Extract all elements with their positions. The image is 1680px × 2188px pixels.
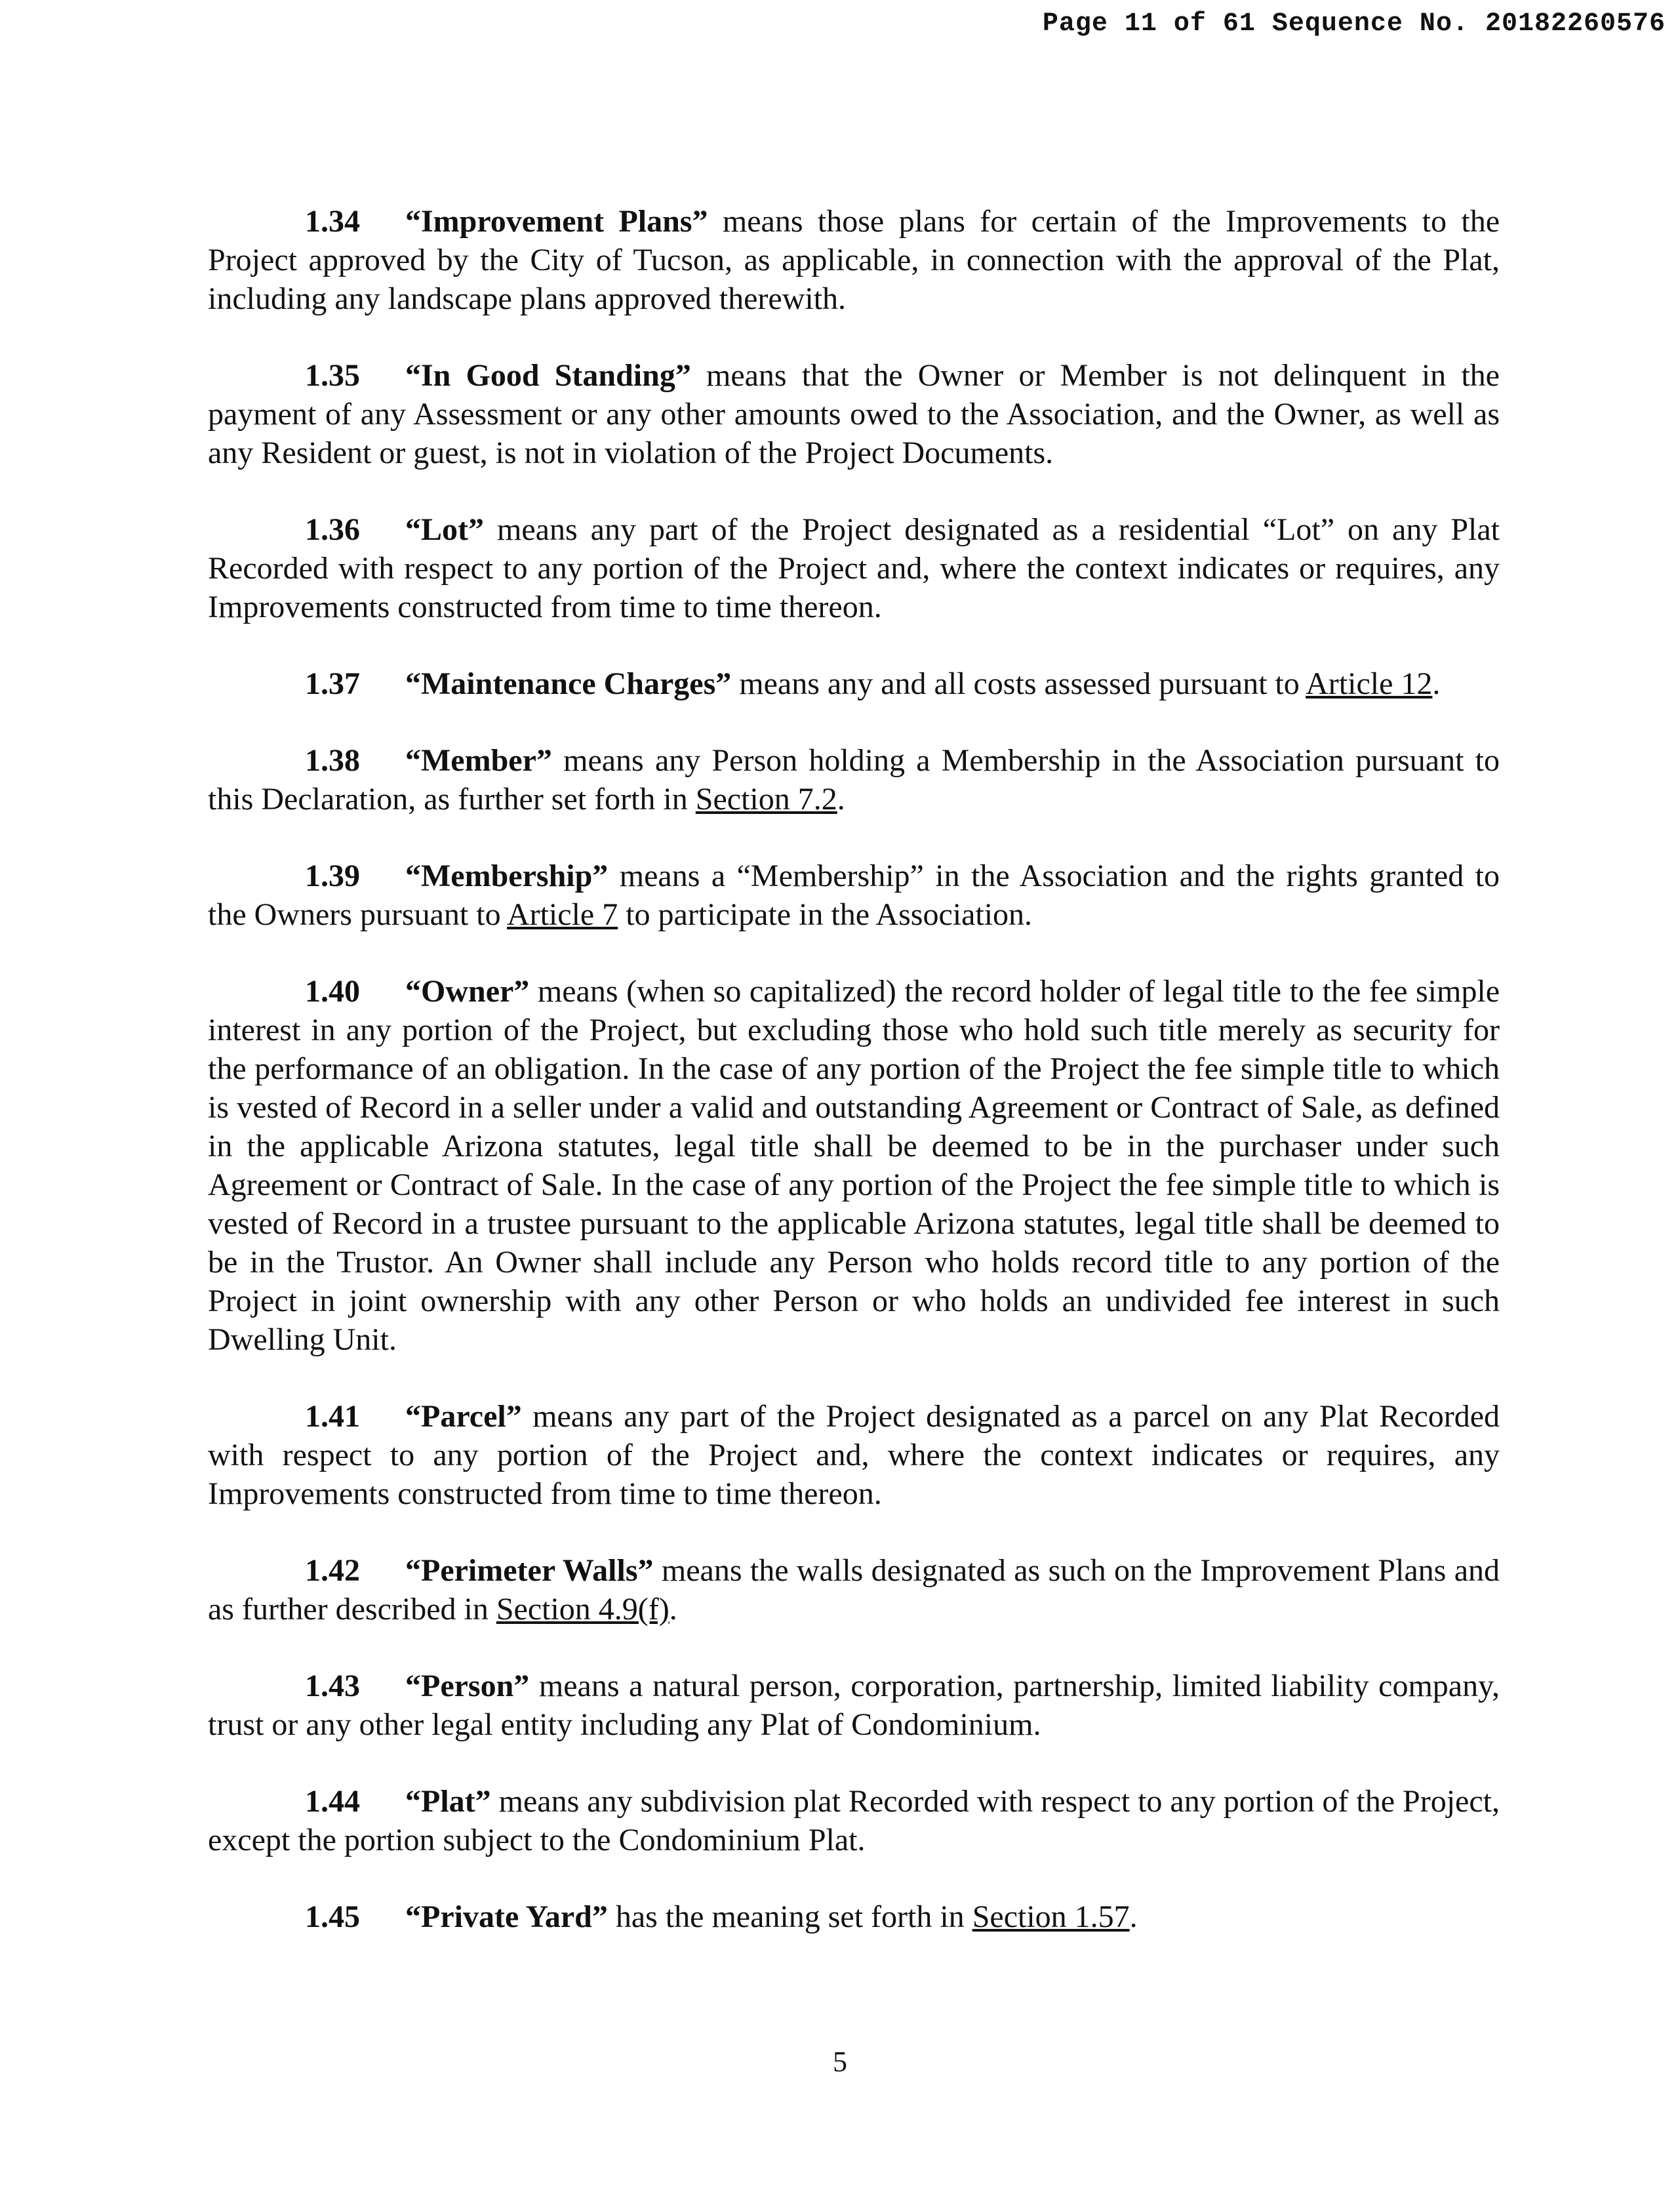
section-number: 1.41 [305,1399,360,1434]
section-1-39 [208,857,1500,934]
defined-term: “Perimeter Walls” [405,1553,654,1588]
definition-text: has the meaning set forth in [607,1899,972,1934]
section-1-43 [208,1667,1500,1744]
defined-term: “Maintenance Charges” [405,666,732,701]
section-1-40 [208,972,1500,1359]
section-1-44 [208,1782,1500,1859]
definition-text: means that the Owner or Member is not delinquent in the payment of any Assessment or any other amounts owed to the Association, and the Owner, as well as any Resident or guest, is not in violation of the Project Documents. [208,358,1500,470]
defined-term: “Person” [405,1669,530,1703]
section-1-42 [208,1551,1500,1629]
definition-text: means any Person holding a Membership in the Association pursuant to this Declaration, as further set forth in [208,743,1500,817]
section-number: 1.39 [305,859,360,893]
definition-text: means (when so capitalized) the record holder of legal title to the fee simple interest in any portion of the Project, but excluding those who hold such title merely as security for the performance of an obligation. In the case of any portion of the Project the fee simple title to which is vested of Record in a seller under a valid and outstanding Agreement or Contract of Sale, as defined in the applicable Arizona statutes, legal title shall be deemed to be in the purchaser under such Agreement or Contract of Sale. In the case of any portion of the Project the fee simple title to which is vested of Record in a trustee pursuant to the applicable Arizona statutes, legal title shall be deemed to be in the Trustor. An Owner shall include any Person who holds record title to any portion of the Project in joint ownership with any other Person or who holds an undivided fee interest in such Dwelling Unit. [208,974,1500,1357]
section-reference: Section 7.2 [695,782,837,817]
section-reference: Section 1.57 [972,1899,1130,1934]
page-header: Page 11 of 61 Sequence No. 20182260576 [1042,9,1666,39]
section-1-45 [208,1897,1500,1936]
section-number: 1.36 [305,512,360,547]
definition-text: means those plans for certain of the Improvements to the Project approved by the City of Tucson, as applicable, in connection with the approval of the Plat, including any landscape plans approved therewith. [208,204,1500,316]
section-reference: Section 4.9(f) [496,1592,670,1627]
definition-text: means a natural person, corporation, partnership, limited liability company, trust or any other legal entity including any Plat of Condominium. [208,1669,1500,1742]
defined-term: “In Good Standing” [405,358,691,393]
defined-term: “Lot” [405,512,484,547]
defined-term: “Owner” [405,974,530,1009]
section-1-36 [208,510,1500,626]
definition-tail: . [669,1592,677,1627]
defined-term: “Private Yard” [405,1899,608,1934]
definition-text: means any part of the Project designated as a parcel on any Plat Recorded with respect to any portion of the Project and, where the context indicates or requires, any Improvements constructed from time to time thereon. [208,1399,1500,1511]
section-number: 1.40 [305,974,360,1009]
article-reference: Article 12 [1306,666,1433,701]
section-number: 1.43 [305,1669,360,1703]
defined-term: “Parcel” [405,1399,522,1434]
article-reference: Article 7 [506,897,618,932]
definition-text: means the walls designated as such on the Improvement Plans and as further described in [208,1553,1500,1627]
definition-text: means any subdivision plat Recorded with respect to any portion of the Project, except the portion subject to the Condominium Plat. [208,1784,1500,1857]
section-number: 1.35 [305,358,360,393]
defined-term: “Member” [405,743,552,778]
section-number: 1.45 [305,1899,360,1934]
section-1-38 [208,741,1500,819]
defined-term: “Membership” [405,859,609,893]
section-1-34 [208,202,1500,318]
definition-tail: . [837,782,845,817]
definition-text: means a “Membership” in the Association and the rights granted to the Owners pursuant to [208,859,1500,932]
section-1-41 [208,1397,1500,1513]
section-number: 1.44 [305,1784,360,1819]
document-body [208,202,1500,1974]
section-number: 1.37 [305,666,360,701]
section-number: 1.38 [305,743,360,778]
page-number: 5 [833,2046,847,2078]
defined-term: “Plat” [405,1784,491,1819]
definition-tail: . [1432,666,1441,701]
section-1-37 [208,664,1500,703]
section-number: 1.42 [305,1553,360,1588]
defined-term: “Improvement Plans” [405,204,708,239]
definition-tail: . [1129,1899,1138,1934]
section-number: 1.34 [305,204,360,239]
definition-tail: to participate in the Association. [618,897,1033,932]
definition-text: means any and all costs assessed pursuant to [731,666,1306,701]
definition-text: means any part of the Project designated as a residential “Lot” on any Plat Recorded with respect to any portion of the Project and, where the context indicates or requires, any Improvements constructed from time to time thereon. [208,512,1500,624]
section-1-35 [208,356,1500,472]
